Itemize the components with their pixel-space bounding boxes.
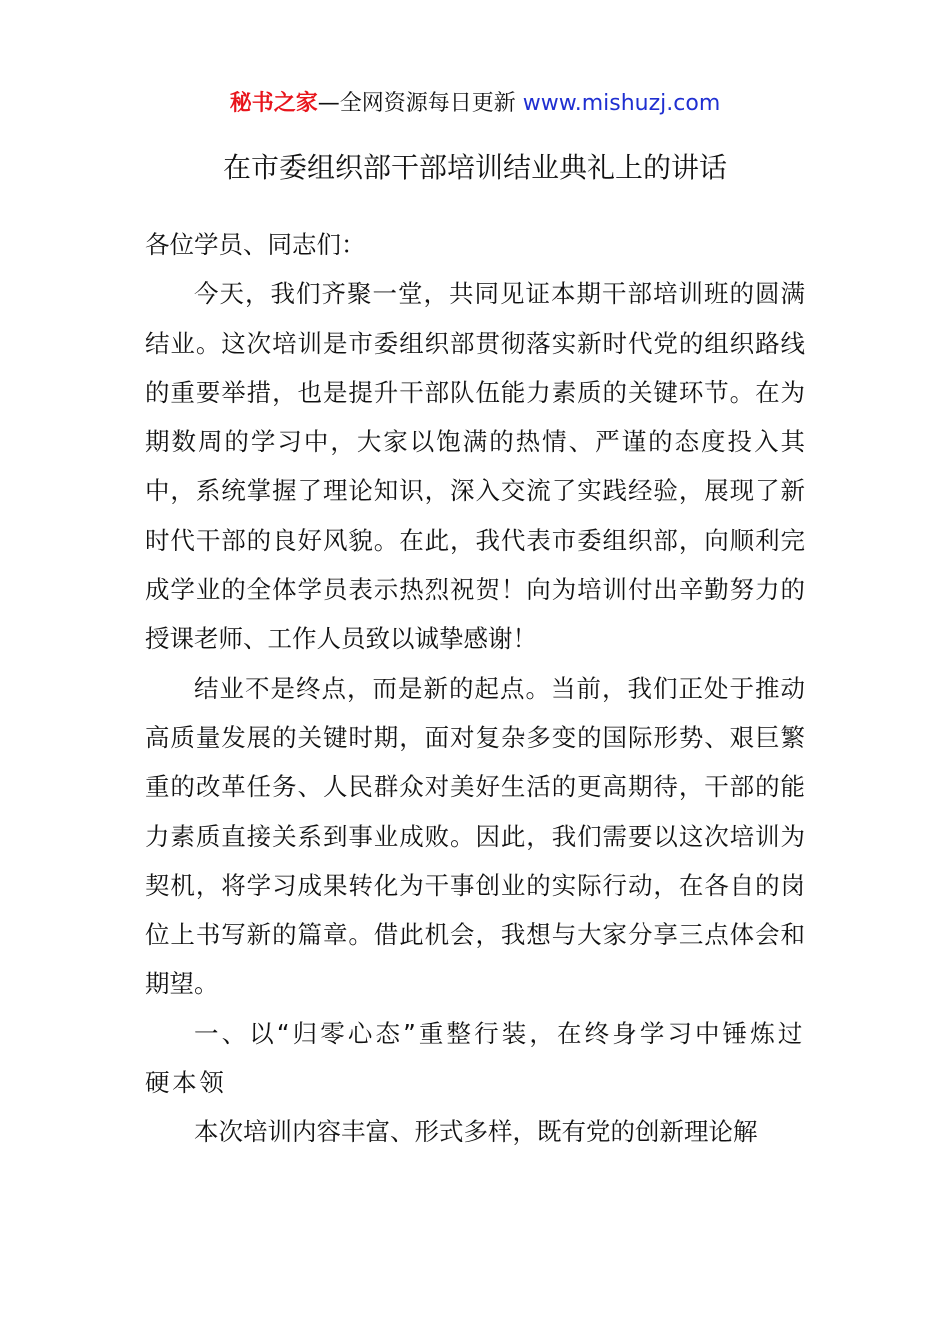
document-body (145, 220, 805, 1157)
paragraph-2: 结业不是终点，而是新的起点。当前，我们正处于推动高质量发展的关键时期，面对复杂多变的国际形势、艰巨繁重的改革任务、人民群众对美好生活的更高期待，干部的能力素质直接关系到事业成败。因此，我们需要以这次培训为契机，将学习成果转化为干事创业的实际行动，在各自的岗位上书写新的篇章。借此机会，我想与大家分享三点体会和期望。 (145, 673, 805, 999)
paragraph-1: 今天，我们齐聚一堂，共同见证本期干部培训班的圆满结业。这次培训是市委组织部贯彻落实新时代党的组织路线的重要举措，也是提升干部队伍能力素质的关键环节。在为期数周的学习中，大家以饱满的热情、严谨的态度投入其中，系统掌握了理论知识，深入交流了实践经验，展现了新时代干部的良好风貌。在此，我代表市委组织部，向顺利完成学业的全体学员表示热烈祝贺！向为培训付出辛勤努力的授课老师、工作人员致以诚挚感谢！ (145, 279, 805, 654)
section-heading-1: 一、以“归零心态”重整行装，在终身学习中锤炼过硬本领 (145, 1018, 805, 1098)
salutation: 各位学员、同志们： (145, 230, 366, 259)
brand-name: 秘书之家 (229, 91, 318, 116)
document-title: 在市委组织部干部培训结业典礼上的讲话 (222, 151, 727, 184)
paragraph-3: 本次培训内容丰富、形式多样，既有党的创新理论解 (194, 1117, 758, 1147)
header-tagline: —全网资源每日更新 (317, 91, 516, 116)
site-url-link[interactable]: www.mishuzj.com (522, 91, 721, 116)
site-header (0, 88, 950, 120)
